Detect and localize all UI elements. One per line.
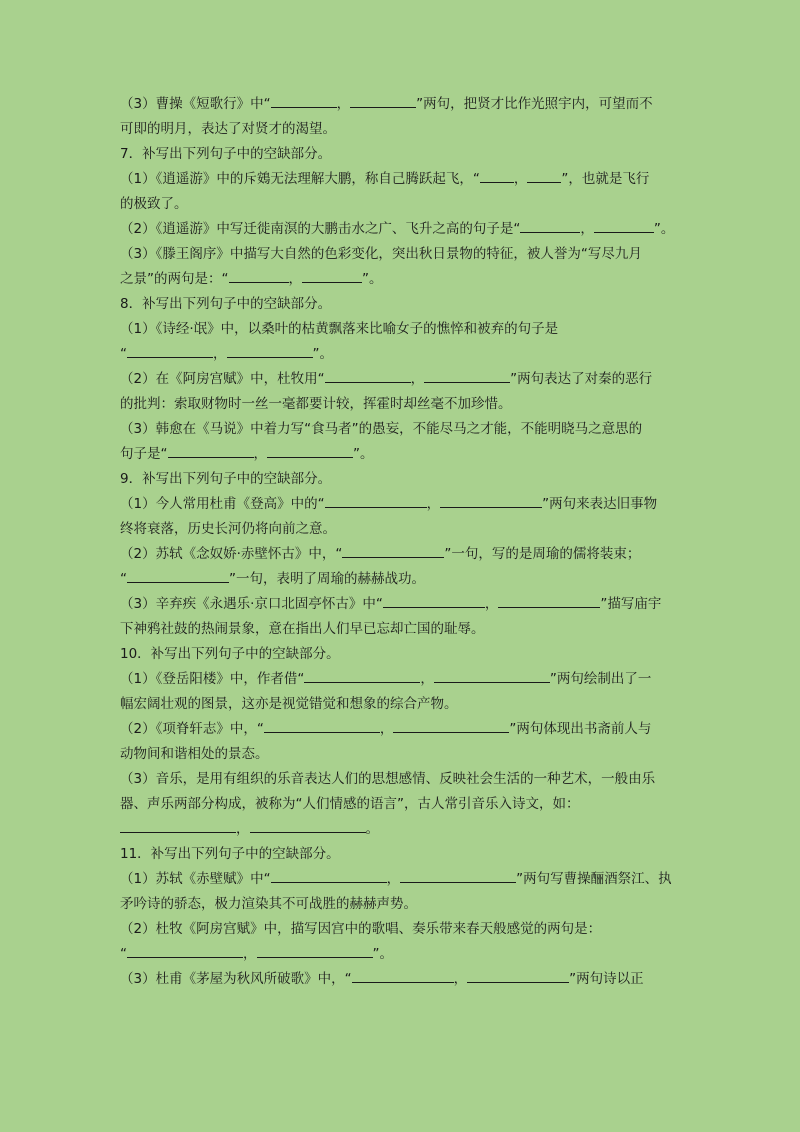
text-segment: 终将衰落，历史长河仍将向前之意。 [120, 521, 336, 537]
text-line [120, 492, 688, 517]
text-segment: （2）《逍遥游》中写迁徙南溟的大鹏击水之广、飞升之高的句子是“ [120, 221, 521, 237]
text-line [120, 92, 688, 117]
text-segment: （3）《滕王阁序》中描写大自然的色彩变化，突出秋日景物的特征，被人誉为“写尽九月 [120, 246, 642, 262]
text-segment: ”，也就是飞行 [561, 171, 650, 187]
text-segment: （1）苏轼《赤壁赋》中“ [120, 871, 271, 887]
answer-blank[interactable] [120, 819, 236, 833]
answer-blank[interactable] [271, 869, 387, 883]
text-segment: ”两句体现出书斋前人与 [509, 721, 652, 737]
text-segment: 句子是“ [120, 446, 168, 462]
answer-blank[interactable] [302, 269, 362, 283]
text-segment: 幅宏阔壮观的图景，这亦是视觉错觉和想象的综合产物。 [120, 696, 458, 712]
text-segment: ”两句诗以正 [569, 971, 644, 987]
text-segment: ”一句，写的是周瑜的儒将装束； [444, 546, 641, 562]
text-segment: ”两句表达了对秦的恶行 [510, 371, 653, 387]
text-segment: ， [236, 821, 250, 837]
text-segment: ， [379, 721, 394, 737]
text-segment: 10．补写出下列句子中的空缺部分。 [120, 646, 340, 662]
text-line [120, 417, 688, 442]
text-segment: ”两句写曹操酾酒祭江、执 [516, 871, 672, 887]
answer-blank[interactable] [271, 94, 337, 108]
answer-blank[interactable] [594, 219, 654, 233]
text-line [120, 942, 688, 967]
answer-blank[interactable] [250, 819, 366, 833]
text-segment: “ [120, 571, 127, 587]
text-line [120, 392, 688, 417]
text-segment: ， [580, 221, 594, 237]
text-line [120, 517, 688, 542]
text-segment: “ [120, 346, 127, 362]
text-line [120, 217, 688, 242]
text-segment: ， [484, 596, 499, 612]
answer-blank[interactable] [342, 544, 444, 558]
answer-blank[interactable] [127, 569, 229, 583]
text-segment: （3）辛弃疾《永遇乐·京口北固亭怀古》中“ [120, 596, 383, 612]
text-segment: ”两句来表达旧事物 [542, 496, 658, 512]
text-segment: ”两句，把贤才比作光照宇内，可望而不 [416, 96, 653, 112]
answer-blank[interactable] [267, 444, 353, 458]
text-line [120, 242, 688, 267]
answer-blank[interactable] [440, 494, 542, 508]
text-segment: （1）今人常用杜甫《登高》中的“ [120, 496, 325, 512]
text-line [120, 892, 688, 917]
text-segment: （1）《登岳阳楼》中，作者借“ [120, 671, 305, 687]
text-line [120, 667, 688, 692]
text-segment: （3）音乐，是用有组织的乐音表达人们的思想感情、反映社会生活的一种艺术，一般由乐 [120, 771, 656, 787]
answer-blank[interactable] [434, 669, 550, 683]
text-segment: 的批判：索取财物时一丝一毫都要计较，挥霍时却丝毫不加珍惜。 [120, 396, 512, 412]
answer-blank[interactable] [127, 344, 213, 358]
question-heading [120, 467, 688, 492]
text-segment: ， [420, 671, 434, 687]
answer-blank[interactable] [168, 444, 254, 458]
answer-blank[interactable] [325, 369, 411, 383]
text-segment: ， [386, 871, 401, 887]
text-line [120, 267, 688, 292]
text-line [120, 867, 688, 892]
text-segment: ， [243, 946, 257, 962]
text-line [120, 117, 688, 142]
text-segment: ”一句，表明了周瑜的赫赫战功。 [229, 571, 425, 587]
text-segment: ”。 [312, 346, 333, 362]
question-heading [120, 842, 688, 867]
text-segment: ， [253, 446, 267, 462]
text-segment: 8．补写出下列句子中的空缺部分。 [120, 296, 332, 312]
text-segment: ， [288, 271, 302, 287]
text-segment: （2）《项脊轩志》中，“ [120, 721, 264, 737]
worksheet-content [120, 92, 688, 992]
text-line [120, 692, 688, 717]
text-segment: （1）《诗经·氓》中，以桑叶的枯黄飘落来比喻女子的憔悴和被弃的句子是 [120, 321, 559, 337]
answer-blank[interactable] [383, 594, 485, 608]
answer-blank[interactable] [325, 494, 427, 508]
text-line [120, 967, 688, 992]
text-line [120, 317, 688, 342]
text-line [120, 792, 688, 817]
text-line [120, 817, 688, 842]
text-segment: 矛吟诗的骄态，极力渲染其不可战胜的赫赫声势。 [120, 896, 417, 912]
text-segment: 。 [365, 821, 379, 837]
text-segment: （2）杜牧《阿房宫赋》中，描写因宫中的歌唱、奏乐带来春天般感觉的两句是： [120, 921, 602, 937]
answer-blank[interactable] [229, 269, 289, 283]
answer-blank[interactable] [393, 719, 509, 733]
text-segment: ”。 [372, 946, 393, 962]
text-segment: 的极致了。 [120, 196, 188, 212]
text-segment: 7．补写出下列句子中的空缺部分。 [120, 146, 332, 162]
text-line [120, 567, 688, 592]
text-line [120, 592, 688, 617]
text-segment: ”两句绘制出了一 [549, 671, 652, 687]
text-segment: ， [410, 371, 425, 387]
text-segment: ， [336, 96, 351, 112]
answer-blank[interactable] [424, 369, 510, 383]
text-segment: ”。 [353, 446, 374, 462]
answer-blank[interactable] [264, 719, 380, 733]
answer-blank[interactable] [467, 969, 569, 983]
answer-blank[interactable] [304, 669, 420, 683]
text-segment: （2）苏轼《念奴娇·赤壁怀古》中，“ [120, 546, 343, 562]
text-segment: ， [453, 971, 468, 987]
text-segment: （1）《逍遥游》中的斥鴳无法理解大鹏，称自己腾跃起飞，“ [120, 171, 480, 187]
text-segment: 11．补写出下列句子中的空缺部分。 [120, 846, 340, 862]
text-segment: 可即的明月，表达了对贤才的渴望。 [120, 121, 336, 137]
question-heading [120, 292, 688, 317]
text-line [120, 767, 688, 792]
question-heading [120, 142, 688, 167]
text-segment: ”描写庙宇 [600, 596, 662, 612]
text-segment: “ [120, 946, 127, 962]
text-line [120, 917, 688, 942]
text-segment: 器、声乐两部分构成，被称为“人们情感的语言”，古人常引音乐入诗文，如： [120, 796, 580, 812]
answer-blank[interactable] [350, 94, 416, 108]
text-line [120, 367, 688, 392]
answer-blank[interactable] [520, 219, 580, 233]
text-segment: 9．补写出下列句子中的空缺部分。 [120, 471, 332, 487]
text-segment: ， [513, 171, 528, 187]
answer-blank[interactable] [227, 344, 313, 358]
answer-blank[interactable] [400, 869, 516, 883]
text-line [120, 542, 688, 567]
text-line [120, 717, 688, 742]
question-heading [120, 642, 688, 667]
text-segment: 之景”的两句是：“ [120, 271, 229, 287]
text-line [120, 167, 688, 192]
answer-blank[interactable] [257, 944, 373, 958]
text-segment: （3）韩愈在《马说》中着力写“食马者”的愚妄，不能尽马之才能，不能明晓马之意思的 [120, 421, 643, 437]
text-segment: 下神鸦社鼓的热闹景象，意在指出人们早已忘却亡国的耻辱。 [120, 621, 485, 637]
text-line [120, 742, 688, 767]
answer-blank[interactable] [127, 944, 243, 958]
text-line [120, 617, 688, 642]
text-segment: （3）杜甫《茅屋为秋风所破歌》中，“ [120, 971, 352, 987]
text-line [120, 192, 688, 217]
text-segment: （3）曹操《短歌行》中“ [120, 96, 271, 112]
text-line [120, 442, 688, 467]
text-segment: ， [426, 496, 441, 512]
text-segment: ”。 [653, 221, 675, 237]
text-segment: 动物间和谐相处的景态。 [120, 746, 269, 762]
answer-blank[interactable] [480, 169, 514, 183]
text-segment: ， [213, 346, 227, 362]
answer-blank[interactable] [352, 969, 454, 983]
answer-blank[interactable] [527, 169, 561, 183]
answer-blank[interactable] [498, 594, 600, 608]
text-segment: ”。 [362, 271, 383, 287]
text-segment: （2）在《阿房宫赋》中，杜牧用“ [120, 371, 325, 387]
text-line [120, 342, 688, 367]
